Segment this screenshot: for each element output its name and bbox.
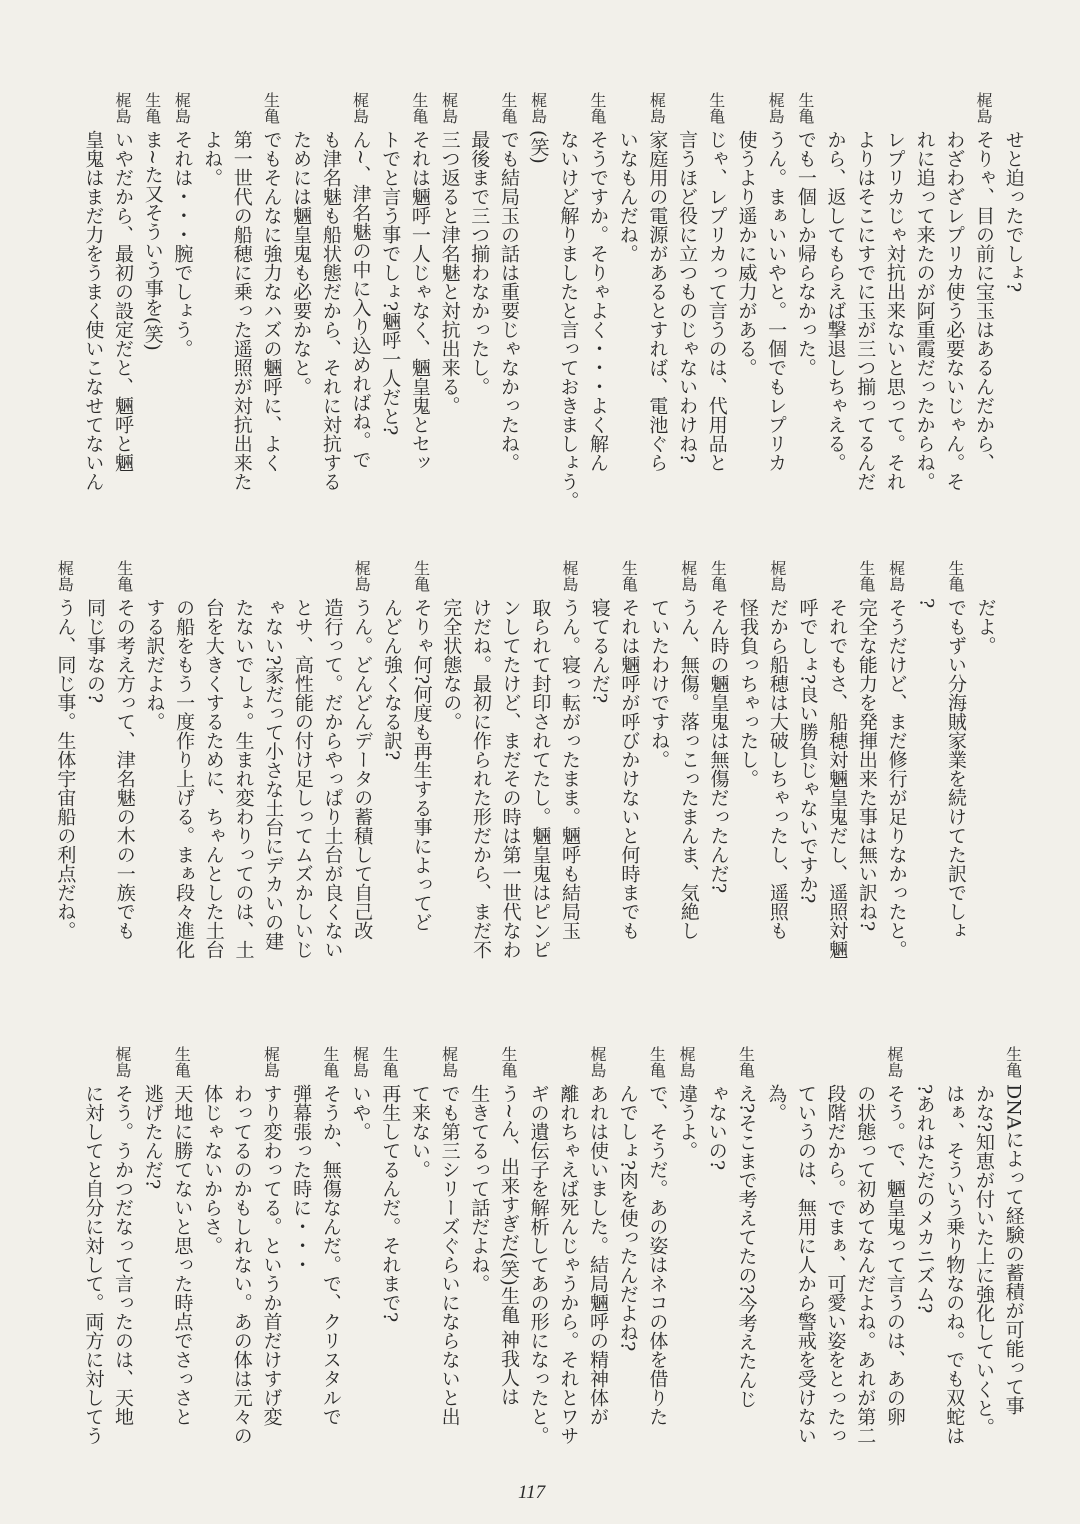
text-column bbox=[969, 1046, 999, 1445]
text-column bbox=[494, 1046, 524, 1445]
dialogue-text: 生きてるって話だよね。 bbox=[468, 1084, 491, 1293]
text-column bbox=[256, 92, 286, 510]
dialogue-text: も津名魅も船状態だから、それに対抗する bbox=[319, 130, 342, 491]
dialogue-text: よりはそこにすでに玉が三つ揃ってるんだ bbox=[854, 130, 877, 491]
dialogue-text: わざわざレプリカ使う必要ないじゃん。そ bbox=[943, 130, 966, 491]
speaker-label: 梶島 bbox=[55, 560, 75, 592]
dialogue-text: 離れちゃえば死んじゃうから。それとワサ bbox=[557, 1084, 580, 1445]
text-column bbox=[820, 92, 850, 510]
text-column bbox=[584, 560, 614, 959]
dialogue-text: いやだから、最初の設定だと、魎呼と魎 bbox=[112, 130, 135, 472]
speaker-label: 梶島 bbox=[439, 92, 459, 124]
text-column bbox=[347, 560, 377, 959]
speaker-label: 梶島 bbox=[528, 92, 548, 124]
text-column bbox=[78, 92, 108, 510]
text-column bbox=[139, 560, 169, 959]
dialogue-text: 台を大きくするために、ちゃんとした土台 bbox=[202, 598, 225, 959]
text-column bbox=[197, 1046, 227, 1445]
text-column bbox=[78, 1046, 108, 1445]
text-column bbox=[226, 1046, 256, 1445]
speaker-label: 梶島 bbox=[973, 92, 993, 124]
text-column bbox=[969, 92, 999, 510]
speaker-label: 生亀 bbox=[1003, 1046, 1023, 1078]
text-column bbox=[911, 560, 941, 959]
speaker-label: 生亀 bbox=[261, 92, 281, 124]
dialogue-text: そう。うかつだなって言ったのは、天地 bbox=[112, 1084, 135, 1426]
text-column bbox=[909, 92, 939, 510]
text-column bbox=[792, 560, 822, 959]
dialogue-text: ん~、津名魅の中に入り込めればね。で bbox=[349, 130, 372, 469]
dialogue-text: ?あれはただのメカニズム? bbox=[913, 1084, 936, 1314]
text-column bbox=[881, 560, 911, 959]
text-column bbox=[288, 560, 318, 959]
speaker-label: 梶島 bbox=[113, 1046, 133, 1078]
text-column bbox=[464, 1046, 494, 1445]
text-column bbox=[998, 92, 1028, 510]
text-column bbox=[612, 1046, 642, 1445]
text-column bbox=[108, 1046, 138, 1445]
dialogue-text: でもずい分海賊家業を続けてた訳でしょ bbox=[944, 598, 967, 940]
speaker-label: 梶島 bbox=[560, 560, 580, 592]
text-column bbox=[701, 92, 731, 510]
speaker-label: 梶島 bbox=[678, 560, 698, 592]
text-column bbox=[494, 92, 524, 510]
dialogue-text: レプリカじゃ対抗出来ないと思って。それ bbox=[883, 130, 906, 491]
dialogue-text: 再生してるんだ。それまで? bbox=[379, 1084, 402, 1323]
dialogue-text: その考え方って、津名魅の木の一族でも bbox=[113, 598, 136, 940]
interview-section-bottom bbox=[78, 1046, 1028, 1445]
dialogue-text: え?そこまで考えてたの?今考えたんじ bbox=[735, 1084, 758, 1409]
text-column bbox=[523, 1046, 553, 1445]
text-column bbox=[731, 92, 761, 510]
text-column bbox=[731, 1046, 761, 1445]
speaker-label: 生亀 bbox=[708, 560, 728, 592]
speaker-label: 梶島 bbox=[647, 92, 667, 124]
interview-section-top bbox=[78, 92, 1028, 510]
dialogue-text: うん、無傷。落っこったまんま、気絶し bbox=[677, 598, 700, 940]
text-column bbox=[137, 92, 167, 510]
dialogue-text: ギの遺伝子を解析してあの形になったと。 bbox=[527, 1084, 550, 1445]
speaker-label: 梶島 bbox=[588, 1046, 608, 1078]
dialogue-text: そん時の魎皇鬼は無傷だったんだ? bbox=[707, 598, 730, 894]
text-column bbox=[286, 1046, 316, 1445]
dialogue-text: たないでしょ。生まれ変わりってのは、土 bbox=[232, 598, 255, 959]
dialogue-text: ためには魎皇鬼も必要かなと。 bbox=[290, 130, 313, 396]
dialogue-text: 第一世代の船穂に乗った遥照が対抗出来た bbox=[230, 130, 253, 491]
text-column bbox=[970, 560, 1000, 959]
dialogue-text: 呼でしょ?良い勝負じゃないですか? bbox=[796, 598, 819, 904]
dialogue-text: うん、同じ事。生体宇宙船の利点だね。 bbox=[54, 598, 77, 940]
text-column bbox=[909, 1046, 939, 1445]
dialogue-text: うん。どんどんデータの蓄積して自己改 bbox=[351, 598, 374, 940]
text-column bbox=[525, 560, 555, 959]
text-column bbox=[939, 92, 969, 510]
dialogue-text: はぁ、そういう乗り物なのね。でも双蛇は bbox=[943, 1084, 966, 1445]
text-column bbox=[198, 560, 228, 959]
text-column bbox=[434, 1046, 464, 1445]
speaker-label: 生亀 bbox=[498, 92, 518, 124]
text-column bbox=[197, 92, 227, 510]
dialogue-text: 為。 bbox=[765, 1084, 788, 1122]
page-number: 117 bbox=[518, 1482, 546, 1503]
text-column bbox=[614, 560, 644, 959]
speaker-label: 梶島 bbox=[884, 1046, 904, 1078]
dialogue-text: (笑) bbox=[527, 130, 550, 164]
text-column bbox=[258, 560, 288, 959]
dialogue-text: そうですか。そりゃよく・・・よく解ん bbox=[587, 130, 610, 472]
speaker-label: 梶島 bbox=[439, 1046, 459, 1078]
text-column bbox=[169, 560, 199, 959]
text-column bbox=[228, 560, 258, 959]
speaker-label: 生亀 bbox=[795, 92, 815, 124]
dialogue-text: 家庭用の電源があるとすれば、電池ぐら bbox=[646, 130, 669, 472]
text-column bbox=[763, 560, 793, 959]
text-column bbox=[583, 1046, 613, 1445]
dialogue-text: そうか、無傷なんだ。で、クリスタルで bbox=[319, 1084, 342, 1426]
dialogue-text: の状態って初めてなんだよね。あれが第二 bbox=[854, 1084, 877, 1445]
text-column bbox=[822, 560, 852, 959]
text-column bbox=[286, 92, 316, 510]
dialogue-text: ? bbox=[915, 598, 938, 609]
dialogue-text: うん。寝っ転がったまま。魎呼も結局玉 bbox=[559, 598, 582, 940]
dialogue-text: でも結局玉の話は重要じゃなかったね。 bbox=[497, 130, 520, 472]
speaker-label: 梶島 bbox=[352, 560, 372, 592]
dialogue-text: 使うより遥かに威力がある。 bbox=[735, 130, 758, 377]
dialogue-text: ゃないの? bbox=[705, 1084, 728, 1171]
dialogue-text: れに追って来たのが阿重霞だったからね。 bbox=[913, 130, 936, 491]
dialogue-text: 皇鬼はまだ力をうまく使いこなせてないん bbox=[82, 130, 105, 491]
speaker-label: 梶島 bbox=[113, 92, 133, 124]
speaker-label: 生亀 bbox=[320, 1046, 340, 1078]
dialogue-text: 寝てるんだ? bbox=[588, 598, 611, 704]
dialogue-text: ていたわけですね。 bbox=[648, 598, 671, 769]
text-column bbox=[436, 560, 466, 959]
dialogue-text: 三つ返ると津名魅と対抗出来る。 bbox=[438, 130, 461, 415]
text-column bbox=[108, 92, 138, 510]
text-column bbox=[80, 560, 110, 959]
dialogue-text: ていうのは、無用に人から警戒を受けない bbox=[794, 1084, 817, 1445]
text-column bbox=[434, 92, 464, 510]
dialogue-text: んでしょ?肉を使ったんだよね? bbox=[616, 1084, 639, 1352]
text-column bbox=[733, 560, 763, 959]
text-column bbox=[701, 1046, 731, 1445]
speaker-label: 生亀 bbox=[856, 560, 876, 592]
dialogue-text: ま~た又そういう事を(笑) bbox=[141, 130, 164, 351]
text-column bbox=[405, 92, 435, 510]
speaker-label: 生亀 bbox=[736, 1046, 756, 1078]
dialogue-text: ないけど解りましたと言っておきましょう。 bbox=[557, 130, 580, 510]
speaker-label: 梶島 bbox=[886, 560, 906, 592]
text-column bbox=[316, 92, 346, 510]
speaker-label: 生亀 bbox=[172, 1046, 192, 1078]
dialogue-text: せと迫ったでしょ? bbox=[1002, 130, 1025, 293]
text-column bbox=[256, 1046, 286, 1445]
dialogue-text: で、そうだ。あの姿はネコの体を借りた bbox=[646, 1084, 669, 1426]
text-column bbox=[377, 560, 407, 959]
dialogue-text: だから船穂は大破しちゃったし、遥照も bbox=[766, 598, 789, 940]
text-column bbox=[523, 92, 553, 510]
dialogue-text: だよ。 bbox=[974, 598, 997, 655]
dialogue-text: それでもさ、船穂対魎皇鬼だし、遥照対魎 bbox=[826, 598, 849, 959]
dialogue-text: んどん強くなる訳? bbox=[380, 598, 403, 761]
text-column bbox=[703, 560, 733, 959]
dialogue-text: すり変わってる。というか首だけすげ変 bbox=[260, 1084, 283, 1426]
text-column bbox=[553, 1046, 583, 1445]
text-column bbox=[673, 560, 703, 959]
dialogue-text: 最後まで三つ揃わなかったし。 bbox=[468, 130, 491, 396]
dialogue-text: でも一個しか帰らなかった。 bbox=[794, 130, 817, 377]
text-column bbox=[850, 1046, 880, 1445]
dialogue-text: よね。 bbox=[201, 130, 224, 187]
dialogue-text: 体じゃないからさ。 bbox=[201, 1084, 224, 1255]
speaker-label: 生亀 bbox=[114, 560, 134, 592]
text-column bbox=[167, 92, 197, 510]
speaker-label: 生亀 bbox=[142, 92, 162, 124]
text-column bbox=[317, 560, 347, 959]
dialogue-text: そう。で、魎皇鬼って言うのは、あの卵 bbox=[883, 1084, 906, 1426]
text-column bbox=[553, 92, 583, 510]
text-column bbox=[791, 1046, 821, 1445]
text-column bbox=[642, 1046, 672, 1445]
dialogue-text: 完全な能力を発揮出来た事は無い訳ね? bbox=[855, 598, 878, 932]
text-column bbox=[880, 92, 910, 510]
text-column bbox=[50, 560, 80, 959]
dialogue-text: トでと言う事でしょ?魎呼一人だと? bbox=[379, 130, 402, 436]
text-column bbox=[941, 560, 971, 959]
dialogue-text: 逃げたんだ? bbox=[141, 1084, 164, 1190]
dialogue-text: 完全状態なの。 bbox=[440, 598, 463, 731]
text-column bbox=[375, 1046, 405, 1445]
speaker-label: 梶島 bbox=[766, 92, 786, 124]
text-column bbox=[555, 560, 585, 959]
text-column bbox=[345, 1046, 375, 1445]
dialogue-text: そうだけど、まだ修行が足りなかったと。 bbox=[885, 598, 908, 959]
text-column bbox=[466, 560, 496, 959]
text-column bbox=[345, 92, 375, 510]
text-column bbox=[939, 1046, 969, 1445]
speaker-label: 生亀 bbox=[409, 92, 429, 124]
text-column bbox=[137, 1046, 167, 1445]
dialogue-text: 造行って。だからやっぱり土台が良くない bbox=[321, 598, 344, 959]
dialogue-text: うん。まぁいいやと。一個でもレプリカ bbox=[765, 130, 788, 472]
dialogue-text: わってるのかもしれない。あの体は元々の bbox=[230, 1084, 253, 1445]
speaker-label: 生亀 bbox=[411, 560, 431, 592]
dialogue-text: いなもんだね。 bbox=[616, 130, 639, 263]
speaker-label: 梶島 bbox=[767, 560, 787, 592]
dialogue-text: 同じ事なの? bbox=[84, 598, 107, 704]
text-column bbox=[405, 1046, 435, 1445]
dialogue-text: そりゃ何?何度も再生する事によってど bbox=[410, 598, 433, 932]
dialogue-text: それは魎呼が呼びかけないと何時までも bbox=[618, 598, 641, 940]
dialogue-text: ンしてたけど、まだその時は第一世代なわ bbox=[499, 598, 522, 959]
text-column bbox=[495, 560, 525, 959]
dialogue-text: う~ん、出来すぎだ(笑)生亀 神我人は bbox=[497, 1084, 520, 1406]
text-column bbox=[791, 92, 821, 510]
dialogue-text: 段階だから。でまぁ、可愛い姿をとったっ bbox=[824, 1084, 847, 1445]
speaker-label: 生亀 bbox=[706, 92, 726, 124]
text-column bbox=[880, 1046, 910, 1445]
speaker-label: 生亀 bbox=[588, 92, 608, 124]
dialogue-text: に対してと自分に対して。両方に対してう bbox=[82, 1084, 105, 1445]
speaker-label: 生亀 bbox=[380, 1046, 400, 1078]
speaker-label: 梶島 bbox=[261, 1046, 281, 1078]
dialogue-text: それは魎呼一人じゃなく、魎皇鬼とセッ bbox=[408, 130, 431, 472]
speaker-label: 梶島 bbox=[350, 92, 370, 124]
dialogue-text: する訳だよね。 bbox=[143, 598, 166, 731]
dialogue-text: 天地に勝てないと思った時点でさっさと bbox=[171, 1084, 194, 1426]
dialogue-text: でも第三シリーズぐらいにならないと出 bbox=[438, 1084, 461, 1426]
text-column bbox=[406, 560, 436, 959]
text-column bbox=[761, 1046, 791, 1445]
text-column bbox=[226, 92, 256, 510]
text-column bbox=[167, 1046, 197, 1445]
speaker-label: 梶島 bbox=[350, 1046, 370, 1078]
dialogue-text: でもそんなに強力なハズの魎呼に、よく bbox=[260, 130, 283, 472]
text-column bbox=[850, 92, 880, 510]
dialogue-text: 弾幕張った時に・・・ bbox=[290, 1084, 313, 1274]
dialogue-text: それは・・・腕でしょう。 bbox=[171, 130, 194, 358]
dialogue-text: DNAによって経験の蓄積が可能って事 bbox=[1002, 1084, 1025, 1415]
dialogue-text: の船をもう一度作り上げる。まぁ段々進化 bbox=[173, 598, 196, 959]
speaker-label: 梶島 bbox=[172, 92, 192, 124]
dialogue-text: じゃ、レプリカって言うのは、代用品と bbox=[705, 130, 728, 472]
dialogue-text: 言うほど役に立つものじゃないわけね? bbox=[676, 130, 699, 464]
text-column bbox=[761, 92, 791, 510]
speaker-label: 梶島 bbox=[677, 1046, 697, 1078]
dialogue-text: けだね。最初に作られた形だから、まだ不 bbox=[469, 598, 492, 959]
dialogue-text: から、返してもらえば撃退しちゃえる。 bbox=[824, 130, 847, 472]
interview-section-middle bbox=[50, 560, 1000, 959]
dialogue-text: あれは使いました。結局魎呼の精神体が bbox=[587, 1084, 610, 1426]
text-column bbox=[644, 560, 674, 959]
text-column bbox=[820, 1046, 850, 1445]
dialogue-text: とサ、高性能の付け足しってムズかしいじ bbox=[291, 598, 314, 959]
text-column bbox=[672, 1046, 702, 1445]
dialogue-text: ゃない?家だって小さな土台にデカいの建 bbox=[262, 598, 285, 951]
text-column bbox=[672, 92, 702, 510]
text-column bbox=[583, 92, 613, 510]
text-column bbox=[998, 1046, 1028, 1445]
dialogue-text: 違うよ。 bbox=[676, 1084, 699, 1160]
speaker-label: 生亀 bbox=[647, 1046, 667, 1078]
dialogue-text: いや。 bbox=[349, 1084, 372, 1141]
dialogue-text: そりゃ、目の前に宝玉はあるんだから、 bbox=[972, 130, 995, 472]
dialogue-text: 取られて封印されてたし。魎皇鬼はピンピ bbox=[529, 598, 552, 959]
text-column bbox=[316, 1046, 346, 1445]
speaker-label: 生亀 bbox=[498, 1046, 518, 1078]
text-column bbox=[612, 92, 642, 510]
text-column bbox=[375, 92, 405, 510]
text-column bbox=[852, 560, 882, 959]
text-column bbox=[109, 560, 139, 959]
speaker-label: 生亀 bbox=[619, 560, 639, 592]
dialogue-text: かな?知恵が付いた上に強化していくと。 bbox=[972, 1084, 995, 1437]
text-column bbox=[464, 92, 494, 510]
text-column bbox=[642, 92, 672, 510]
dialogue-text: 怪我負っちゃったし。 bbox=[737, 598, 760, 788]
speaker-label: 生亀 bbox=[945, 560, 965, 592]
dialogue-text: て来ない。 bbox=[408, 1084, 431, 1179]
